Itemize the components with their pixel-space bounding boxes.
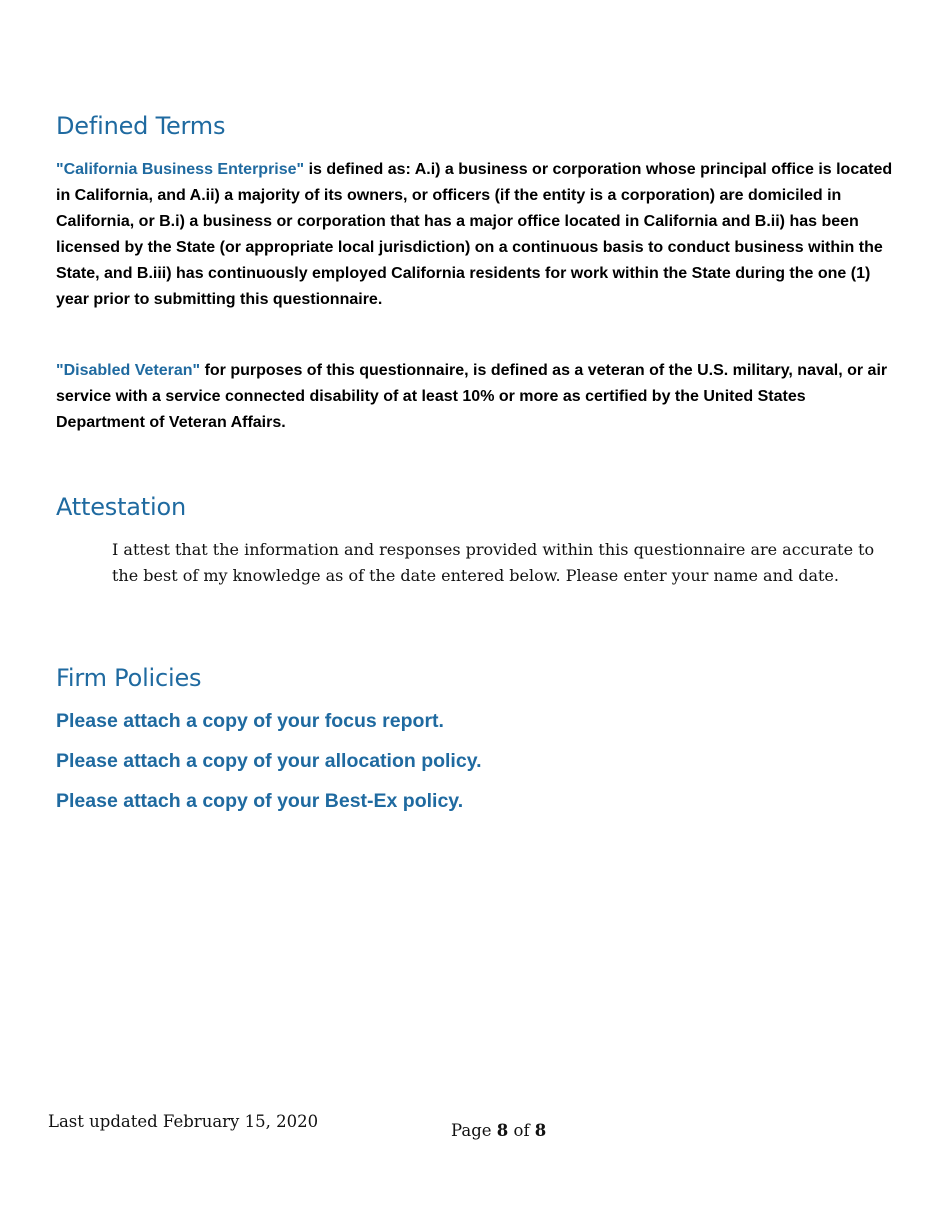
firm-policies-heading: Firm Policies [56,664,202,692]
california-business-enterprise-definition [56,157,898,313]
defined-terms-heading: Defined Terms [56,112,226,140]
attestation-text: I attest that the information and responses provided within this questionnaire are accurate to the best of my knowledge as of the date entered below. Please enter your name and date. [112,540,875,585]
page-of: of [508,1121,535,1140]
page-prefix: Page [451,1121,497,1140]
disabled-veteran-definition [56,358,898,436]
disabled-veteran-term: "Disabled Veteran" [56,362,201,379]
page-total: 8 [534,1121,547,1140]
california-business-enterprise-term: "California Business Enterprise" [56,161,305,178]
last-updated-date: Last updated February 15, 2020 [48,1112,319,1131]
california-business-enterprise-text: is defined as: A.i) a business or corporation whose principal office is located in California, and A.ii) a majority of its owners, or officers (if the entity is a corporation) are domiciled in California, or B.i) a business or corporation that has a major office located in California and B.ii) has been licensed by the State (or appropriate local jurisdiction) on a continuous basis to conduct business within the State, and B.iii) has continuously employed California residents for work within the State during the one (1) year prior to submitting this questionnaire. [56,161,893,308]
best-ex-policy-request: Please attach a copy of your Best-Ex policy. [56,790,464,812]
attestation-heading: Attestation [56,493,186,521]
allocation-policy-request: Please attach a copy of your allocation policy. [56,750,482,772]
disabled-veteran-text: for purposes of this questionnaire, is defined as a veteran of the U.S. military, naval, or air service with a service connected disability of at least 10% or more as certified by the United States Department of Veteran Affairs. [56,362,888,431]
focus-report-request: Please attach a copy of your focus report. [56,710,444,732]
page-current: 8 [496,1121,509,1140]
page-number [451,1121,546,1140]
